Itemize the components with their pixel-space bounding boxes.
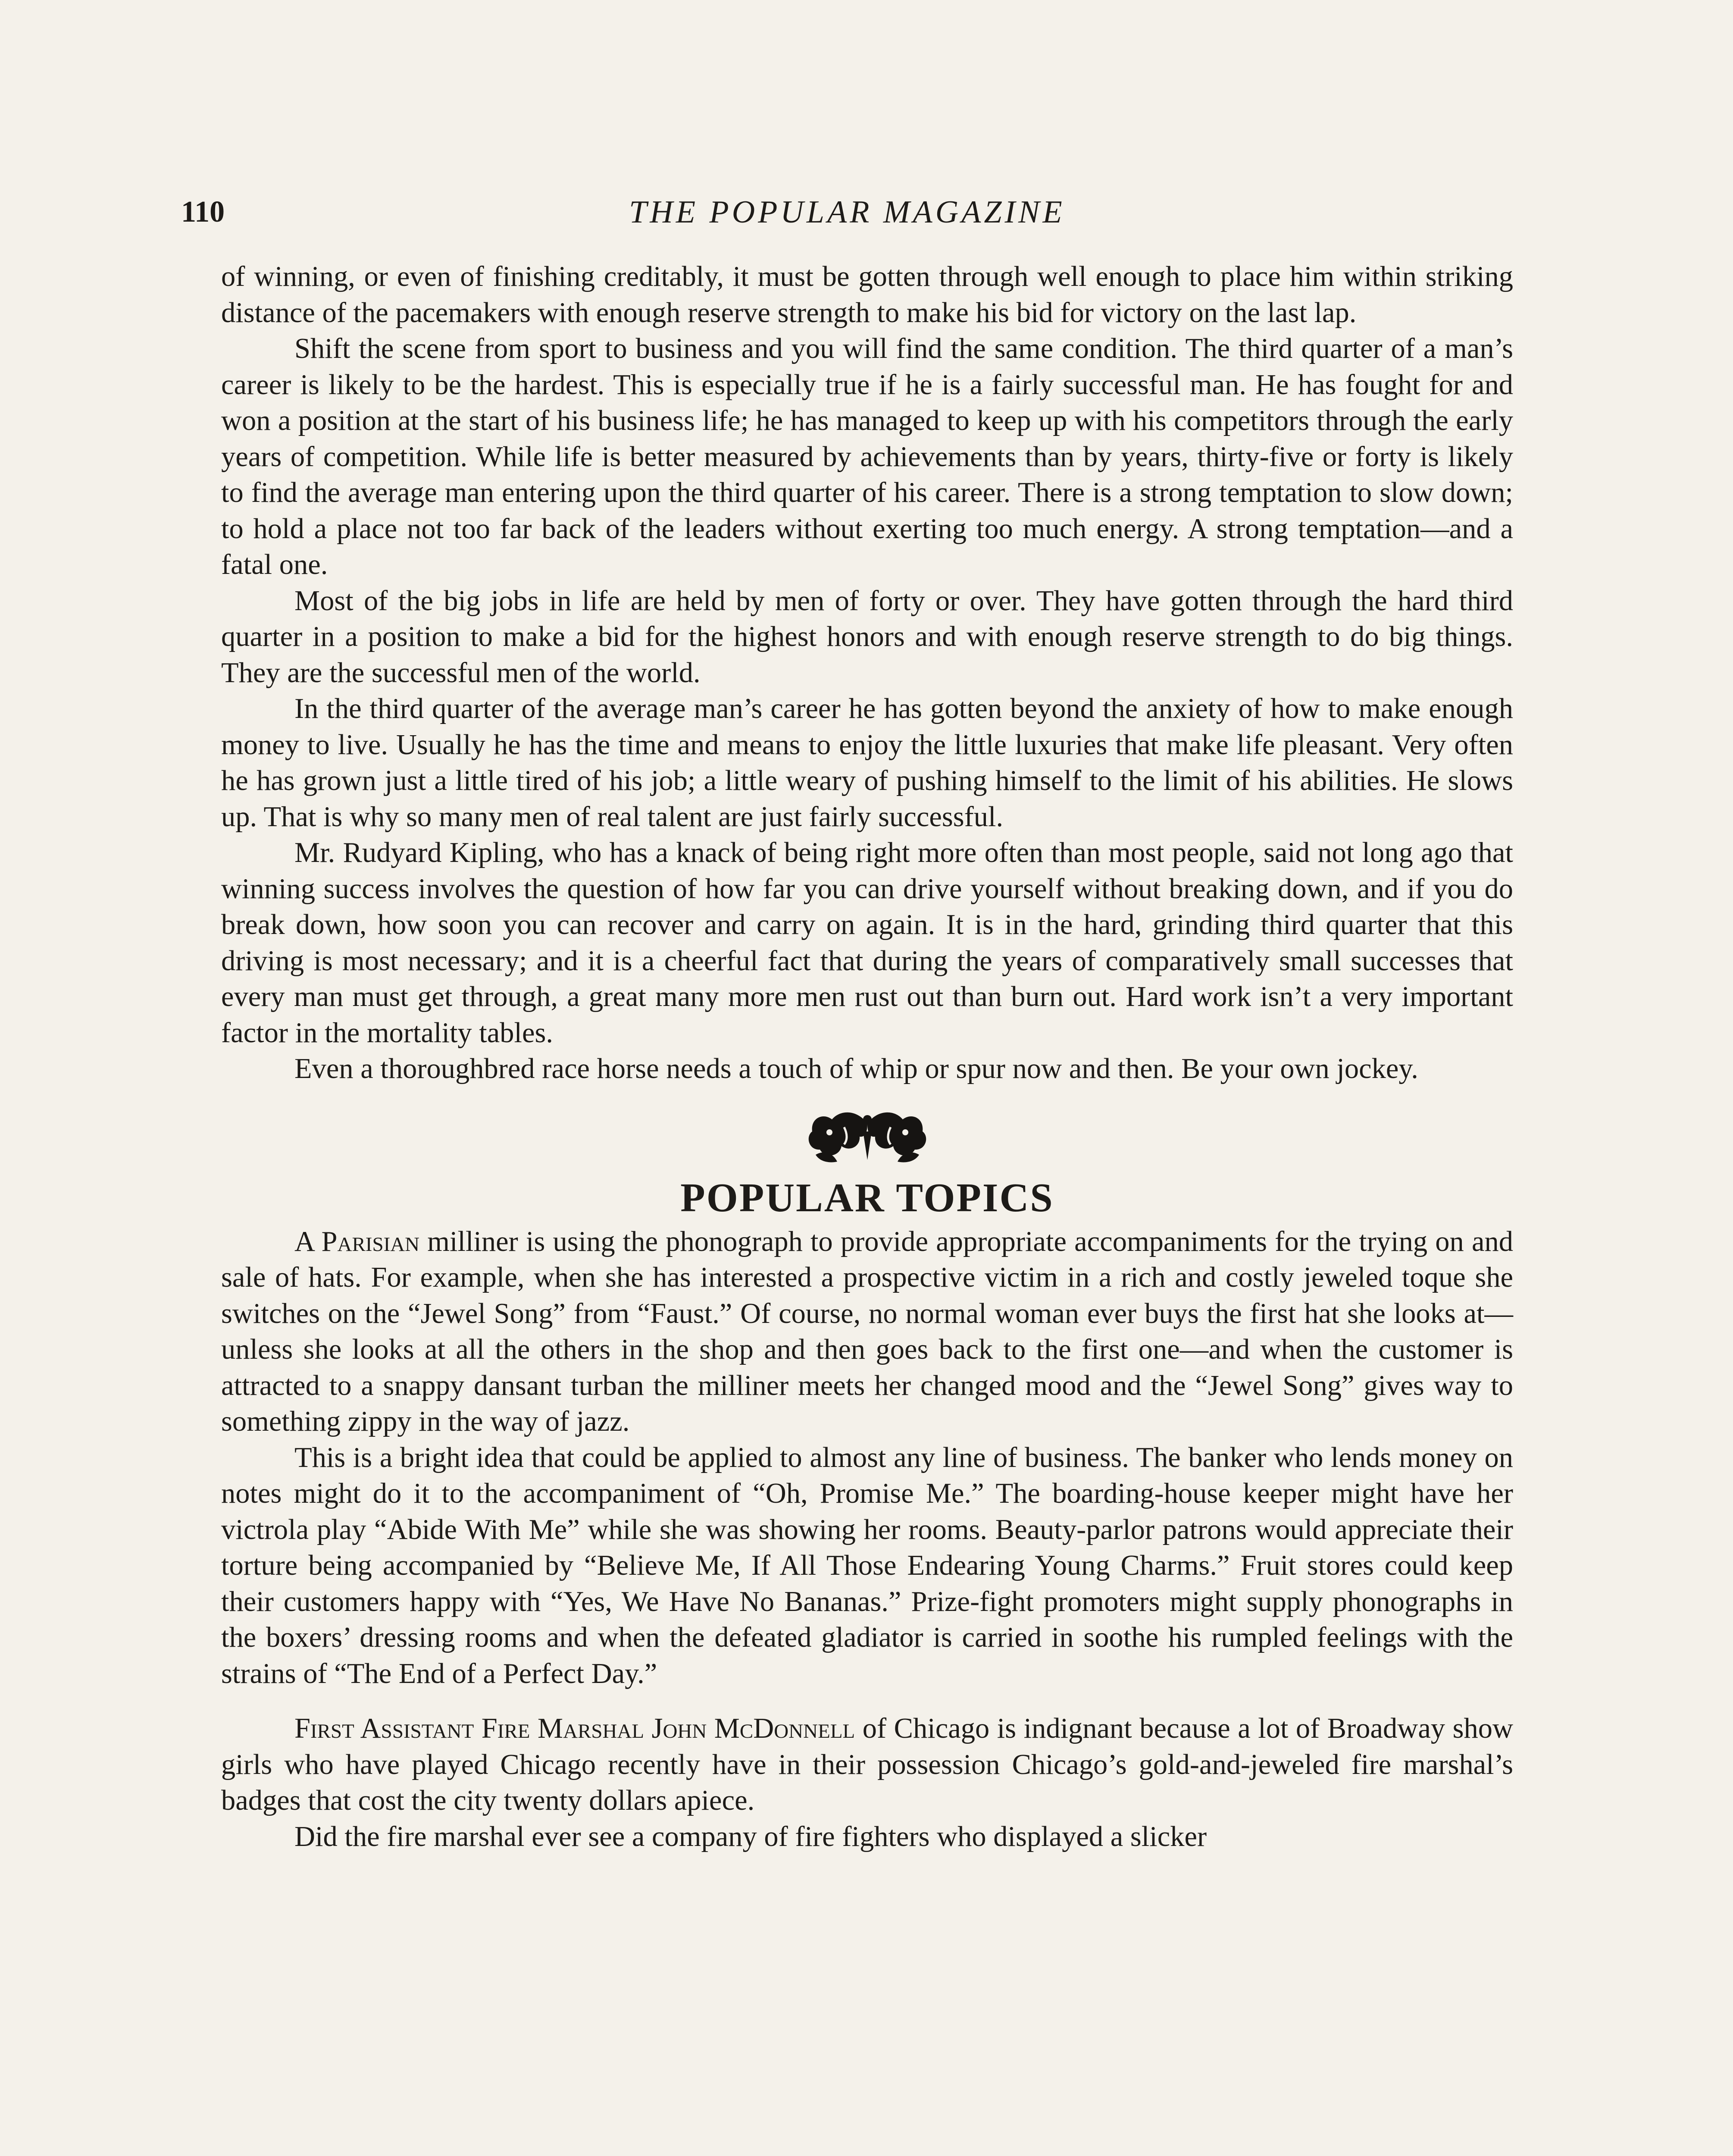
body-paragraph: of winning, or even of finishing creditably, it must be gotten through well enough to place him within striking distance of the pacemakers with enough reserve strength to make his bid for victory on the last lap. xyxy=(221,261,1513,329)
body-paragraph: Mr. Rudyard Kipling, who has a knack of being right more often than most people, said not long ago that winning success involves the question of how far you can drive yourself without breaking down, and if you do break down, how soon you can recover and carry on again. It is in the hard, grinding third quarter that this driving is most necessary; and it is a cheerful fact that during the years of comparatively small successes that every man must get through, a great many more men rust out than burn out. Hard work isn’t a very important factor in the mortality tables. xyxy=(221,837,1513,1049)
body-paragraph: In the third quarter of the average man’s career he has gotten beyond the anxiety of how to make enough money to live. Usually he has the time and means to enjoy the little luxuries that make life pleasant. Very often he has grown just a little tired of his job; a little weary of pushing himself to the limit of his abilities. He slows up. That is why so many men of real talent are just fairly successful. xyxy=(221,693,1513,833)
body-paragraph: Even a thoroughbred race horse needs a touch of whip or spur now and then. Be your own jockey. xyxy=(294,1053,1418,1084)
page-header xyxy=(181,186,1513,238)
body-paragraph: Did the fire marshal ever see a company of fire fighters who displayed a slicker xyxy=(294,1821,1207,1852)
section-title: POPULAR TOPICS xyxy=(680,1175,1054,1220)
body-paragraph: Shift the scene from sport to business and you will find the same condition. The third quarter of a man’s career is likely to be the hardest. This is especially true if he is a fairly successful man. He has fought for and won a position at the start of his business life; he has managed to keep up with his competitors through the early years of competition. While life is better measured by achievements than by years, thirty-five or forty is likely to find the average man entering upon the third quarter of his career. There is a strong temptation to slow down; to hold a place not too far back of the leaders without exerting too much energy. A strong temptation—and a fatal one. xyxy=(221,333,1513,580)
floral-ornament-icon xyxy=(221,1098,1513,1170)
topic-lead-words: First Assistant Fire Marshal John McDonnell xyxy=(294,1713,855,1744)
page-number: 110 xyxy=(181,195,225,229)
body-paragraph: Most of the big jobs in life are held by men of forty or over. They have gotten through the hard third quarter in a position to make a bid for the highest honors and with enough reserve strength to do big things. They are the successful men of the world. xyxy=(221,585,1513,689)
body-paragraph: This is a bright idea that could be applied to almost any line of business. The banker who lends money on notes might do it to the accompaniment of “Oh, Promise Me.” The boarding-house keeper might have her victrola play “Abide With Me” while she was showing her rooms. Beauty-parlor patrons would appreciate their torture being accompanied by “Believe Me, If All Those Endearing Young Charms.” Fruit stores could keep their customers happy with “Yes, We Have No Bananas.” Prize-fight promoters might supply phonographs in the boxers’ dressing rooms and when the defeated gladiator is carried in soothe his rumpled feelings with the strains of “The End of a Perfect Day.” xyxy=(221,1442,1513,1689)
paragraph-text: of Chicago is indignant because a lot of Broadway show girls who have played Chicago recently have in their possession Chicago’s gold-and-jeweled fire marshal’s badges that cost the city twenty dollars apiece. xyxy=(221,1713,1513,1816)
running-title: THE POPULAR MAGAZINE xyxy=(629,194,1065,230)
topic-lead-words: A Parisian xyxy=(294,1225,420,1257)
topic-paragraph xyxy=(221,1711,1513,1819)
text-column xyxy=(221,259,1513,1855)
paragraph-text: milliner is using the phonograph to provide appropriate accompaniments for the trying on and sale of hats. For example, when she has interested a prospective victim in a rich and costly jeweled toque she switches on the “Jewel Song” from “Faust.” Of course, no normal woman ever buys the first hat she looks at—unless she looks at all the others in the shop and then goes back to the first one—and when the customer is attracted to a snappy dansant turban the milliner meets her changed mood and the “Jewel Song” gives way to something zippy in the way of jazz. xyxy=(221,1225,1513,1437)
topic-paragraph xyxy=(221,1224,1513,1440)
